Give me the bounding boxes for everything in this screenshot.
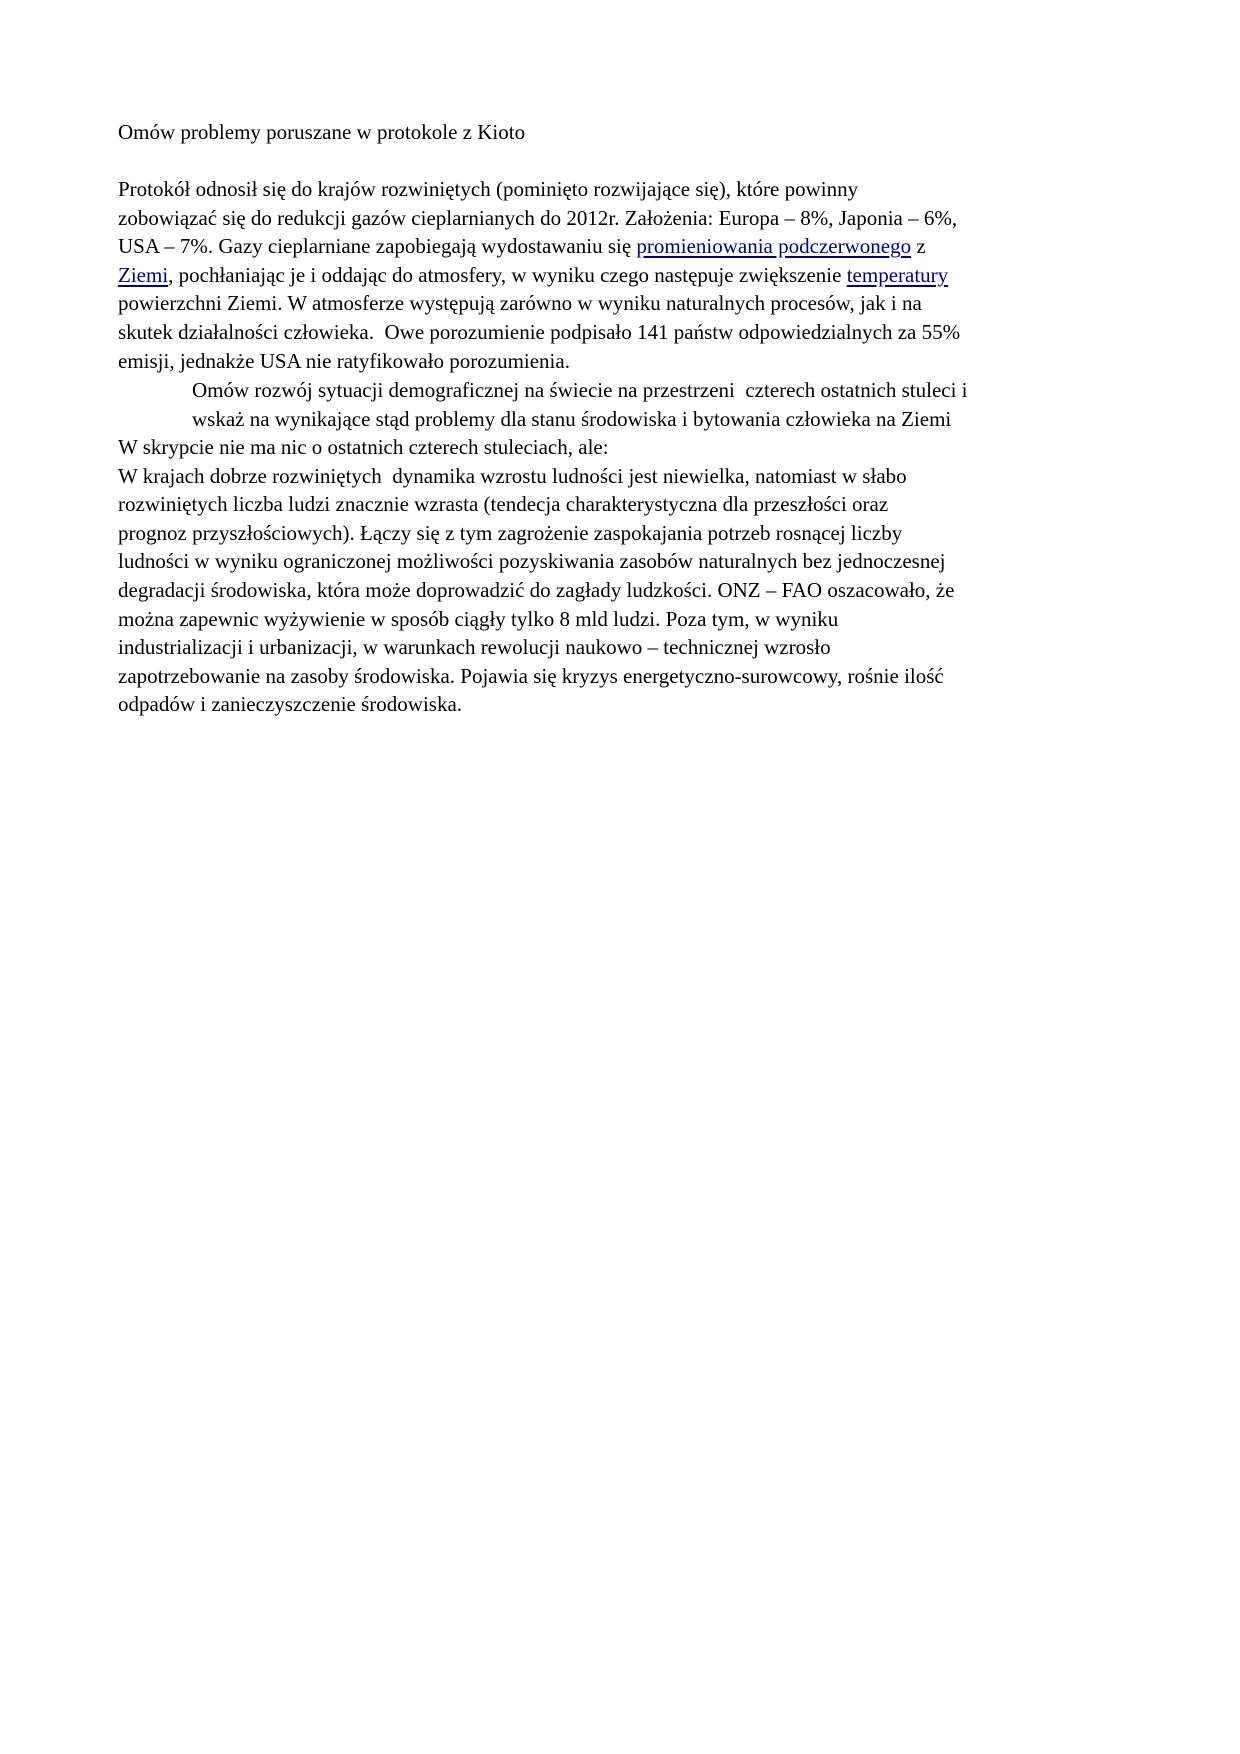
text-line: zapotrzebowanie na zasoby środowiska. Pojawia się kryzys energetyczno-surowcowy, rośnie ilość [118,663,944,688]
question-line: Omów rozwój sytuacji demograficznej na świecie na przestrzeni czterech ostatnich stuleci i [192,378,968,402]
paragraph-kyoto [118,175,1138,375]
text-line: powierzchni Ziemi. W atmosferze występują zarówno w wyniku naturalnych procesów, jak i na [118,291,922,316]
text-line: prognoz przyszłościowych). Łączy się z tym zagrożenie zaspokajania potrzeb rosnącej liczby [118,520,903,545]
text-line: skutek działalności człowieka. Owe porozumienie podpisało 141 państw odpowiedzialnych za 55% [118,319,961,344]
text-line: emisji, jednakże USA nie ratyfikowało porozumienia. [118,348,570,373]
question-demography [192,376,1152,433]
question-line: wskaż na wynikające stąd problemy dla stanu środowiska i bytowania człowieka na Ziemi [192,406,952,431]
link-infrared-radiation[interactable]: promieniowania podczerwonego [636,234,912,259]
document-title [118,118,1138,147]
text-line: W skrypcie nie ma nic o ostatnich czterech stuleciach, ale: [118,435,609,459]
text-line: Protokół odnosił się do krajów rozwiniętych (pominięto rozwijające się), które powinny [118,177,859,201]
text-line: degradacji środowiska, która może doprowadzić do zagłady ludzkości. ONZ – FAO oszacowało, że [118,577,955,602]
text-segment: z [911,234,926,259]
text-line: zobowiązać się do redukcji gazów cieplarnianych do 2012r. Założenia: Europa – 8%, Japonia – 6%, [118,205,958,230]
title-line: Omów problemy poruszane w protokole z Kioto [118,120,526,144]
text-line: rozwiniętych liczba ludzi znacznie wzrasta (tendecja charakterystyczna dla przeszłości oraz [118,492,889,517]
link-temperature[interactable]: temperatury [846,262,949,287]
text-line-with-links [118,261,1138,290]
text-line: industrializacji i urbanizacji, w warunkach rewolucji naukowo – technicznej wzrosło [118,635,831,660]
text-line: ludności w wyniku ograniczonej możliwości pozyskiwania zasobów naturalnych bez jednoczesnej [118,549,946,574]
text-line-with-link [118,232,1138,261]
text-segment: USA – 7%. Gazy cieplarniane zapobiegają wydostawaniu się [118,234,637,259]
text-segment: , pochłaniając je i oddając do atmosfery, w wyniku czego następuje zwiększenie [168,262,847,287]
text-line: W krajach dobrze rozwiniętych dynamika wzrostu ludności jest niewielka, natomiast w słabo [118,463,907,488]
text-line: można zapewnic wyżywienie w sposób ciągły tylko 8 mld ludzi. Poza tym, w wyniku [118,606,839,631]
paragraph-demography [118,433,1138,719]
text-line: odpadów i zanieczyszczenie środowiska. [118,692,463,717]
link-earth[interactable]: Ziemi [118,262,169,287]
